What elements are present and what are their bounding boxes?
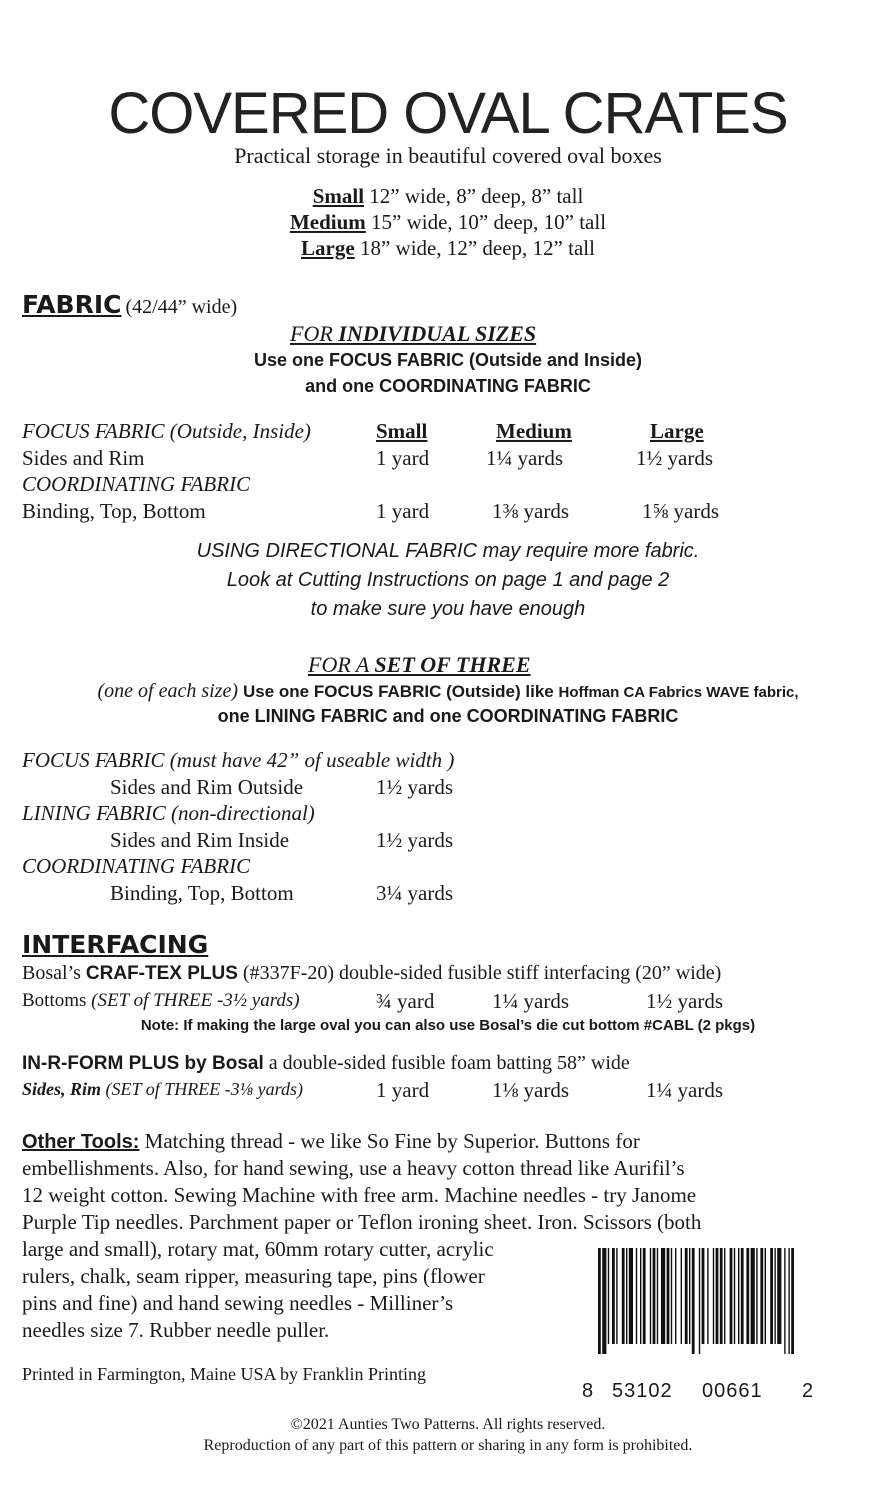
title-prefix: FOR (290, 321, 339, 346)
sides-rim-label: Sides and Rim (22, 446, 145, 470)
sides-rim-note: (SET of THREE -3⅛ yards) (105, 1079, 304, 1099)
interfacing-heading: INTERFACING (22, 930, 209, 959)
binding-label: Binding, Top, Bottom (22, 499, 206, 523)
set-sides-inside-label: Sides and Rim Inside (110, 828, 290, 852)
inr-desc: a double-sided fusible foam batting 58” wide (263, 1052, 630, 1074)
size-dims: 12” wide, 8” deep, 8” tall (369, 184, 584, 208)
set-coordinating-label: COORDINATING FABRIC (22, 854, 251, 878)
set-line-1-small: Hoffman CA Fabrics WAVE fabric, (558, 684, 799, 701)
bottoms-note: (SET of THREE -3½ yards) (91, 990, 300, 1011)
sides-rim-interfacing-label: Sides, Rim (22, 1079, 106, 1099)
set-line-2: one LINING FABRIC and one COORDINATING FABRIC (217, 706, 679, 726)
tools-line-8: needles size 7. Rubber needle puller. (22, 1318, 330, 1342)
inr-form-line (22, 1052, 630, 1075)
binding-small-value: 1 yard (376, 499, 430, 523)
inr-name: IN-R-FORM PLUS by Bosal (22, 1053, 264, 1074)
sides-rim-medium-value: 1⅛ yards (492, 1078, 569, 1102)
set-line-1-italic: (one of each size) (97, 680, 243, 702)
barcode-digit-first: 8 (582, 1380, 595, 1402)
individual-line-2: and one COORDINATING FABRIC (305, 376, 591, 396)
set-binding-label: Binding, Top, Bottom (110, 881, 294, 905)
size-dims: 18” wide, 12” deep, 12” tall (359, 236, 595, 260)
individual-line-1: Use one FOCUS FABRIC (Outside and Inside) (253, 350, 643, 370)
binding-large-value: 1⅝ yards (642, 499, 719, 523)
fabric-section-heading (22, 290, 237, 319)
page-subtitle: Practical storage in beautiful covered oval boxes (234, 143, 662, 168)
size-small (0, 184, 896, 209)
binding-medium-value: 1⅜ yards (492, 499, 569, 523)
sides-small-value: 1 yard (376, 446, 430, 470)
tools-line-4: Purple Tip needles. Parchment paper or Teflon ironing sheet. Iron. Scissors (both (22, 1210, 702, 1234)
col-header-small: Small (376, 419, 428, 443)
sides-rim-large-value: 1¼ yards (646, 1078, 723, 1102)
size-name: Large (301, 236, 355, 260)
set-sides-outside-value: 1½ yards (376, 775, 453, 799)
reproduction-notice: Reproduction of any part of this pattern or sharing in any form is prohibited. (203, 1437, 693, 1454)
size-large (0, 236, 896, 261)
tools-line-6: rulers, chalk, seam ripper, measuring tape, pins (flower (22, 1264, 485, 1288)
copyright: ©2021 Aunties Two Patterns. All rights reserved. (290, 1416, 606, 1433)
directional-line-3: to make sure you have enough (310, 598, 586, 620)
focus-fabric-label: FOCUS FABRIC (Outside, Inside) (22, 419, 311, 443)
set-line-1-bold: Use one FOCUS FABRIC (Outside) like (242, 682, 559, 701)
tools-line-5: large and small), rotary mat, 60mm rotary cutter, acrylic (22, 1237, 494, 1261)
set-binding-value: 3¼ yards (376, 881, 453, 905)
tools-line-3: 12 weight cotton. Sewing Machine with free arm. Machine needles - try Janome (22, 1183, 697, 1207)
barcode-digit-last: 2 (802, 1380, 815, 1402)
directional-line-1: USING DIRECTIONAL FABRIC may require more fabric. (196, 540, 700, 562)
col-header-medium: Medium (496, 419, 572, 443)
coordinating-fabric-label: COORDINATING FABRIC (22, 472, 251, 496)
title-prefix: FOR A (308, 652, 375, 677)
tools-text: Matching thread - we like So Fine by Superior. Buttons for (139, 1129, 640, 1153)
craftex-desc: (#337F-20) double-sided fusible stiff interfacing (20” wide) (237, 962, 722, 984)
tools-heading: Other Tools: (22, 1131, 140, 1153)
tools-line-7: pins and fine) and hand sewing needles - Milliner’s (22, 1291, 454, 1315)
size-dims: 15” wide, 10” deep, 10” tall (371, 210, 607, 234)
barcode-digit-right-group: 00661 (702, 1380, 763, 1402)
col-header-large: Large (650, 419, 704, 443)
set-sides-inside-value: 1½ yards (376, 828, 453, 852)
set-focus-label: FOCUS FABRIC (must have 42” of useable width ) (22, 748, 455, 772)
bottoms-medium-value: 1¼ yards (492, 989, 569, 1013)
sides-rim-row-label (22, 1079, 303, 1100)
title-main: INDIVIDUAL SIZES (338, 321, 537, 346)
sides-large-value: 1½ yards (636, 446, 713, 470)
bottoms-large-value: 1½ yards (646, 989, 723, 1013)
individual-sizes-title (290, 321, 536, 347)
size-medium (0, 210, 896, 235)
set-of-three-title (308, 652, 531, 678)
size-name: Small (312, 184, 365, 208)
fabric-width-note: (42/44” wide) (125, 296, 238, 318)
bottoms-label: Bottoms (22, 990, 92, 1011)
fabric-heading: FABRIC (22, 290, 122, 319)
tools-line-1 (22, 1128, 640, 1156)
set-lining-label: LINING FABRIC (non-directional) (22, 801, 315, 825)
craftex-line (22, 962, 721, 985)
bottoms-row-label (22, 990, 300, 1012)
set-sides-outside-label: Sides and Rim Outside (110, 775, 304, 799)
sides-medium-value: 1¼ yards (486, 446, 563, 470)
size-name: Medium (289, 210, 366, 234)
barcode-digit-left-group: 53102 (612, 1380, 673, 1402)
craftex-prefix: Bosal’s (22, 962, 86, 984)
set-line-1 (0, 680, 896, 703)
directional-line-2: Look at Cutting Instructions on page 1 and page 2 (226, 569, 670, 591)
printed-by: Printed in Farmington, Maine USA by Franklin Printing (22, 1364, 426, 1384)
page-title: COVERED OVAL CRATES (108, 81, 788, 146)
craftex-name: CRAF-TEX PLUS (85, 963, 238, 984)
tools-line-2: embellishments. Also, for hand sewing, use a heavy cotton thread like Aurifil’s (22, 1156, 685, 1180)
interfacing-note: Note: If making the large oval you can also use Bosal’s die cut bottom #CABL (2 pkgs) (140, 1017, 756, 1034)
bottoms-small-value: ¾ yard (376, 989, 435, 1013)
sides-rim-small-value: 1 yard (376, 1078, 430, 1102)
title-main: SET OF THREE (374, 652, 531, 677)
barcode-icon (596, 1248, 794, 1354)
